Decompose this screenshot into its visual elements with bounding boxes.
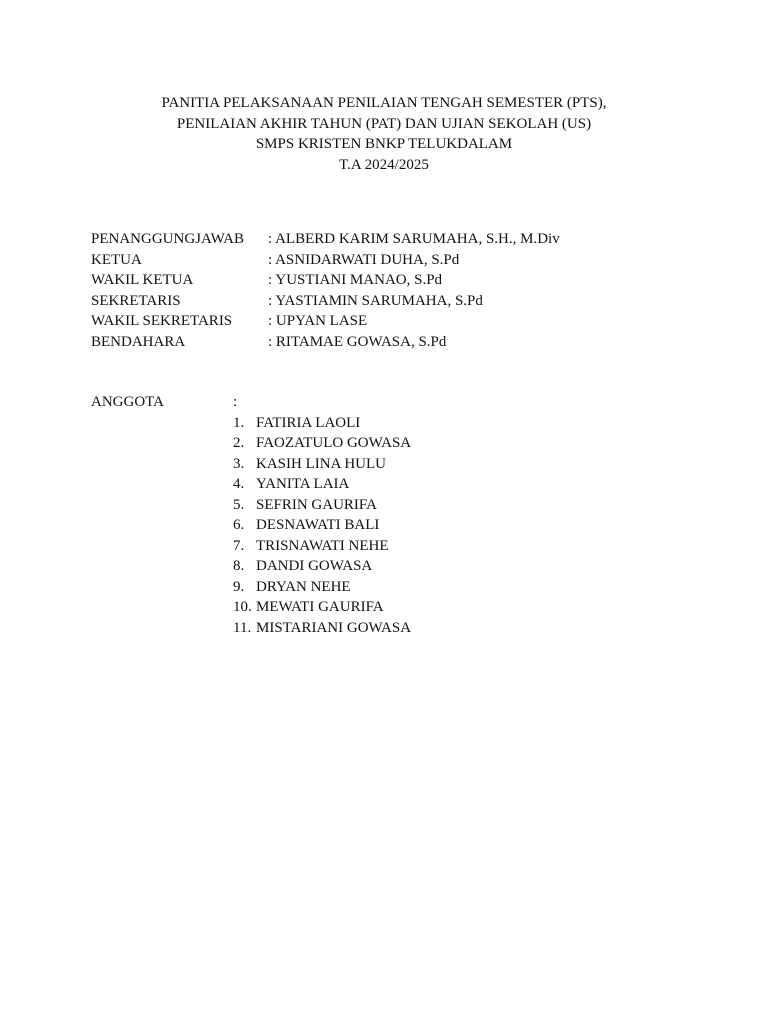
members-section: [91, 392, 411, 638]
title-line: PANITIA PELAKSANAAN PENILAIAN TENGAH SEMESTER (PTS),: [161, 95, 607, 111]
member-name: YANITA LAIA: [256, 476, 350, 492]
officer-name: : YASTIAMIN SARUMAHA, S.Pd: [268, 292, 483, 309]
member-name: TRISNAWATI NEHE: [256, 537, 389, 554]
member-name: MISTARIANI GOWASA: [256, 619, 412, 636]
member-name: DANDI GOWASA: [256, 558, 373, 574]
member-number: 1.: [233, 414, 245, 431]
officer-name: : YUSTIANI MANAO, S.Pd: [268, 272, 443, 288]
member-number: 2.: [233, 435, 245, 451]
officer-row: [91, 311, 560, 332]
list-item: [233, 474, 411, 495]
officer-role: WAKIL SEKRETARIS: [91, 313, 233, 329]
officer-role: WAKIL KETUA: [91, 272, 194, 288]
member-name: FAOZATULO GOWASA: [256, 435, 412, 451]
member-number: 4.: [233, 476, 245, 492]
officer-row: [91, 250, 560, 271]
officer-role: SEKRETARIS: [91, 292, 181, 309]
member-number: 10.: [233, 599, 252, 615]
members-label: ANGGOTA: [91, 394, 164, 410]
officer-row: [91, 229, 560, 250]
list-item: [233, 577, 411, 598]
title-line: T.A 2024/2025: [339, 156, 429, 173]
member-number: 9.: [233, 578, 245, 595]
list-item: [233, 495, 411, 516]
members-header: [91, 392, 411, 413]
members-colon: :: [233, 394, 238, 410]
member-list: [233, 413, 411, 639]
member-name: MEWATI GAURIFA: [256, 599, 384, 615]
list-item: [233, 454, 411, 475]
title-line: PENILAIAN AKHIR TAHUN (PAT) DAN UJIAN SEKOLAH (US): [176, 115, 592, 132]
member-name: DRYAN NEHE: [256, 578, 351, 595]
officer-row: [91, 332, 560, 353]
officer-name: : UPYAN LASE: [268, 313, 368, 329]
member-name: FATIRIA LAOLI: [256, 414, 361, 431]
member-number: 5.: [233, 496, 245, 513]
officer-row: [91, 291, 560, 312]
officer-row: [91, 270, 560, 291]
title-line: SMPS KRISTEN BNKP TELUKDALAM: [255, 136, 513, 152]
list-item: [233, 515, 411, 536]
document-title: [0, 93, 768, 175]
member-number: 7.: [233, 537, 245, 554]
officer-role: BENDAHARA: [91, 333, 186, 350]
officers-list: [91, 229, 560, 352]
officer-name: : ASNIDARWATI DUHA, S.Pd: [268, 251, 460, 268]
member-name: KASIH LINA HULU: [256, 455, 386, 472]
list-item: [233, 597, 411, 618]
member-number: 8.: [233, 558, 245, 574]
officer-name: : ALBERD KARIM SARUMAHA, S.H., M.Div: [268, 231, 560, 247]
officer-role: PENANGGUNGJAWAB: [91, 231, 244, 247]
officer-role: KETUA: [91, 251, 142, 268]
member-number: 6.: [233, 517, 245, 533]
member-number: 3.: [233, 455, 245, 472]
list-item: [233, 413, 411, 434]
member-name: SEFRIN GAURIFA: [256, 496, 377, 513]
list-item: [233, 433, 411, 454]
member-number: 11.: [233, 619, 252, 636]
list-item: [233, 618, 411, 639]
officer-name: : RITAMAE GOWASA, S.Pd: [268, 333, 447, 350]
list-item: [233, 536, 411, 557]
list-item: [233, 556, 411, 577]
member-name: DESNAWATI BALI: [256, 517, 380, 533]
